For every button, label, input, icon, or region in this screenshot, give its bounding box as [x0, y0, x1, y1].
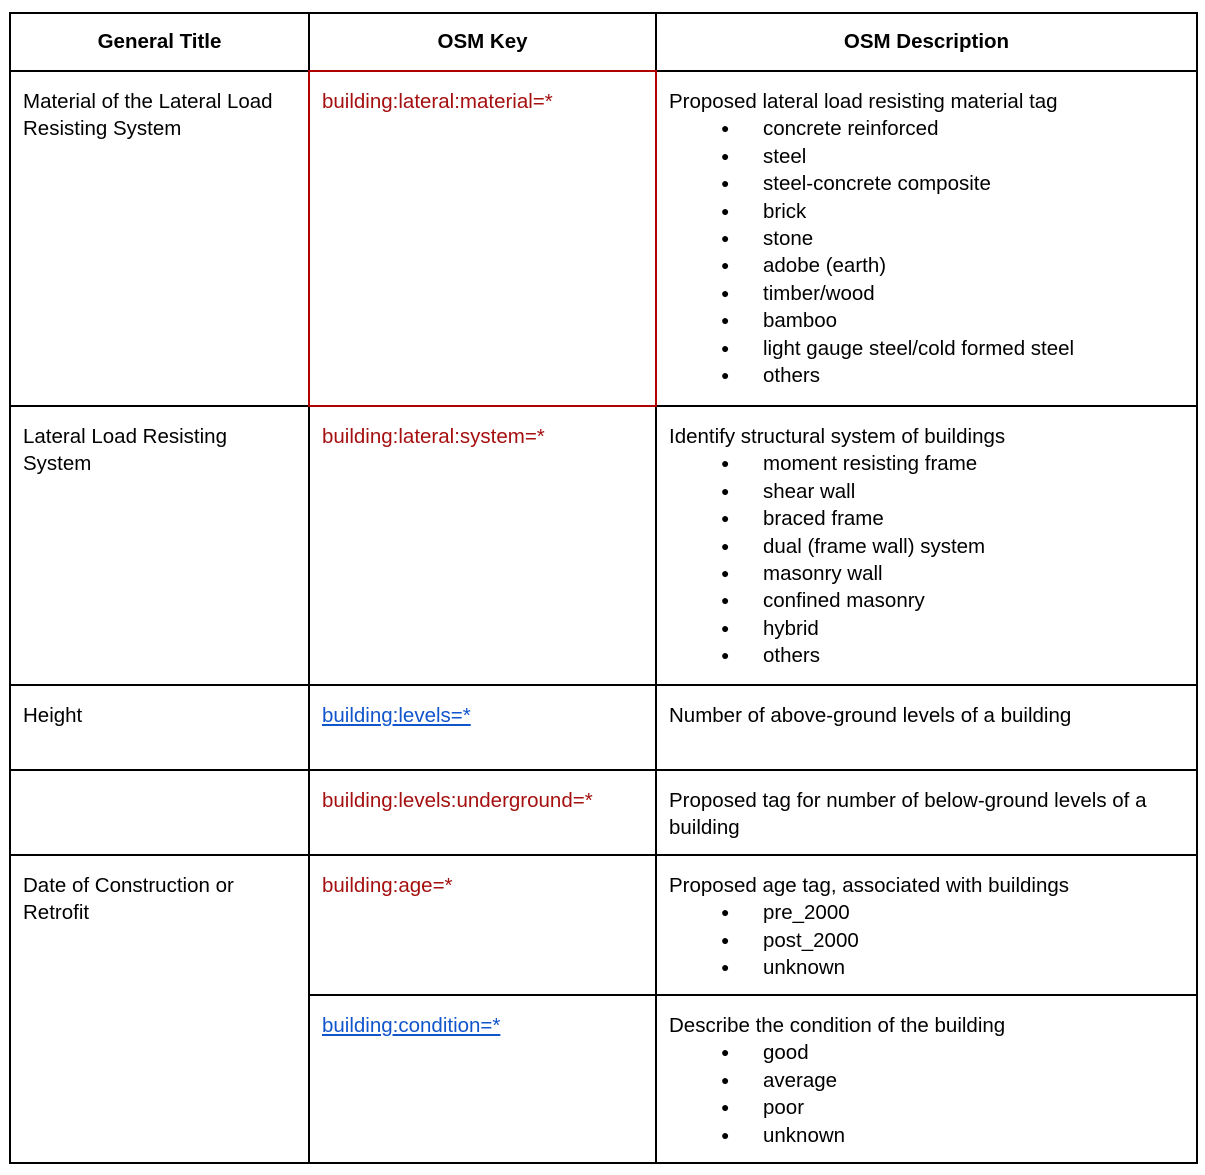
description-text: Proposed tag for number of below-ground levels of a building [669, 789, 1147, 840]
general-title-text: Height [23, 704, 83, 727]
bullet-icon: ● [721, 367, 730, 384]
list-item [669, 143, 1184, 170]
general-title-cell [10, 406, 309, 685]
list-item-label: steel [763, 144, 807, 168]
list-item-label: others [763, 364, 820, 388]
bullet-icon: ● [721, 175, 730, 192]
osm-key-cell [309, 71, 656, 406]
list-item [669, 225, 1184, 252]
general-title-text: Date of Construction or Retrofit [23, 874, 234, 925]
list-item [669, 478, 1184, 505]
list-item-label: steel-concrete composite [763, 172, 991, 196]
bullet-icon: ● [721, 455, 730, 472]
osm-key-cell [309, 685, 656, 770]
table-row [10, 685, 1197, 770]
list-item [669, 954, 1184, 981]
bullet-icon: ● [721, 931, 730, 948]
list-item [669, 450, 1184, 477]
list-item-label: concrete reinforced [763, 117, 939, 141]
list-item-label: pre_2000 [763, 901, 850, 925]
list-item [669, 1067, 1184, 1094]
table-row [10, 855, 1197, 995]
header-row [10, 13, 1197, 71]
bullet-icon: ● [721, 257, 730, 274]
value-list [669, 1039, 1184, 1149]
bullet-icon: ● [721, 647, 730, 664]
table-row [10, 406, 1197, 685]
bullet-icon: ● [721, 230, 730, 247]
header-general-title: General Title [10, 13, 309, 71]
list-item-label: masonry wall [763, 562, 883, 586]
list-item-label: brick [763, 199, 807, 223]
bullet-icon: ● [721, 565, 730, 582]
list-item-label: stone [763, 227, 814, 251]
list-item-label: others [763, 644, 820, 668]
header-osm-key: OSM Key [309, 13, 656, 71]
list-item [669, 362, 1184, 389]
list-item-label: braced frame [763, 507, 884, 531]
bullet-icon: ● [721, 147, 730, 164]
list-item [669, 615, 1184, 642]
list-item-label: unknown [763, 956, 846, 980]
list-item [669, 1039, 1184, 1066]
bullet-icon: ● [721, 1071, 730, 1088]
bullet-icon: ● [721, 1099, 730, 1116]
bullet-icon: ● [721, 592, 730, 609]
bullet-icon: ● [721, 284, 730, 301]
osm-key-cell [309, 995, 656, 1163]
osm-description-cell [656, 685, 1197, 770]
osm-description-cell [656, 770, 1197, 855]
bullet-icon: ● [721, 537, 730, 554]
list-item [669, 587, 1184, 614]
list-item [669, 252, 1184, 279]
osm-description-cell [656, 406, 1197, 685]
list-item [669, 1122, 1184, 1149]
osm-key-text: building:age=* [322, 874, 453, 897]
general-title-cell [10, 685, 309, 770]
osm-key-cell [309, 770, 656, 855]
list-item [669, 642, 1184, 669]
osm-key-text: building:lateral:system=* [322, 425, 545, 448]
bullet-icon: ● [721, 510, 730, 527]
list-item-label: adobe (earth) [763, 254, 887, 278]
bullet-icon: ● [721, 339, 730, 356]
list-item-label: timber/wood [763, 281, 875, 305]
list-item [669, 280, 1184, 307]
bullet-icon: ● [721, 202, 730, 219]
bullet-icon: ● [721, 619, 730, 636]
description-text: Number of above-ground levels of a building [669, 704, 1072, 727]
list-item [669, 560, 1184, 587]
list-item [669, 170, 1184, 197]
osm-key-cell [309, 406, 656, 685]
general-title-text: Lateral Load Resisting System [23, 425, 227, 476]
general-title-text: Material of the Lateral Load Resisting System [23, 90, 273, 141]
value-list [669, 450, 1184, 669]
table-row [10, 770, 1197, 855]
general-title-cell [10, 855, 309, 1163]
bullet-icon: ● [721, 120, 730, 137]
header-osm-description: OSM Description [656, 13, 1197, 71]
general-title-cell [10, 770, 309, 855]
list-item [669, 533, 1184, 560]
description-text: Identify structural system of buildings [669, 425, 1006, 448]
value-list [669, 899, 1184, 981]
bullet-icon: ● [721, 312, 730, 329]
list-item [669, 927, 1184, 954]
general-title-cell [10, 71, 309, 406]
table-row [10, 71, 1197, 406]
bullet-icon: ● [721, 959, 730, 976]
list-item [669, 899, 1184, 926]
osm-key-link[interactable]: building:levels=* [322, 704, 471, 727]
description-text: Proposed lateral load resisting material tag [669, 90, 1058, 113]
list-item-label: unknown [763, 1123, 846, 1147]
osm-description-cell [656, 995, 1197, 1163]
list-item [669, 115, 1184, 142]
list-item [669, 505, 1184, 532]
bullet-icon: ● [721, 904, 730, 921]
list-item-label: hybrid [763, 616, 819, 640]
list-item-label: dual (frame wall) system [763, 534, 986, 558]
osm-key-text: building:lateral:material=* [322, 90, 553, 113]
bullet-icon: ● [721, 482, 730, 499]
description-text: Describe the condition of the building [669, 1014, 1006, 1037]
list-item-label: good [763, 1041, 809, 1065]
osm-description-cell [656, 71, 1197, 406]
list-item [669, 198, 1184, 225]
list-item [669, 307, 1184, 334]
list-item [669, 1094, 1184, 1121]
list-item [669, 335, 1184, 362]
list-item-label: moment resisting frame [763, 452, 978, 476]
osm-tag-table [9, 12, 1198, 1164]
list-item-label: light gauge steel/cold formed steel [763, 336, 1075, 360]
list-item-label: poor [763, 1096, 805, 1120]
list-item-label: shear wall [763, 479, 856, 503]
bullet-icon: ● [721, 1126, 730, 1143]
list-item-label: average [763, 1068, 838, 1092]
bullet-icon: ● [721, 1044, 730, 1061]
osm-description-cell [656, 855, 1197, 995]
osm-key-cell [309, 855, 656, 995]
list-item-label: confined masonry [763, 589, 925, 613]
description-text: Proposed age tag, associated with buildings [669, 874, 1070, 897]
value-list [669, 115, 1184, 389]
osm-key-link[interactable]: building:condition=* [322, 1014, 501, 1037]
osm-key-text: building:levels:underground=* [322, 789, 593, 812]
list-item-label: bamboo [763, 309, 838, 333]
list-item-label: post_2000 [763, 928, 859, 952]
